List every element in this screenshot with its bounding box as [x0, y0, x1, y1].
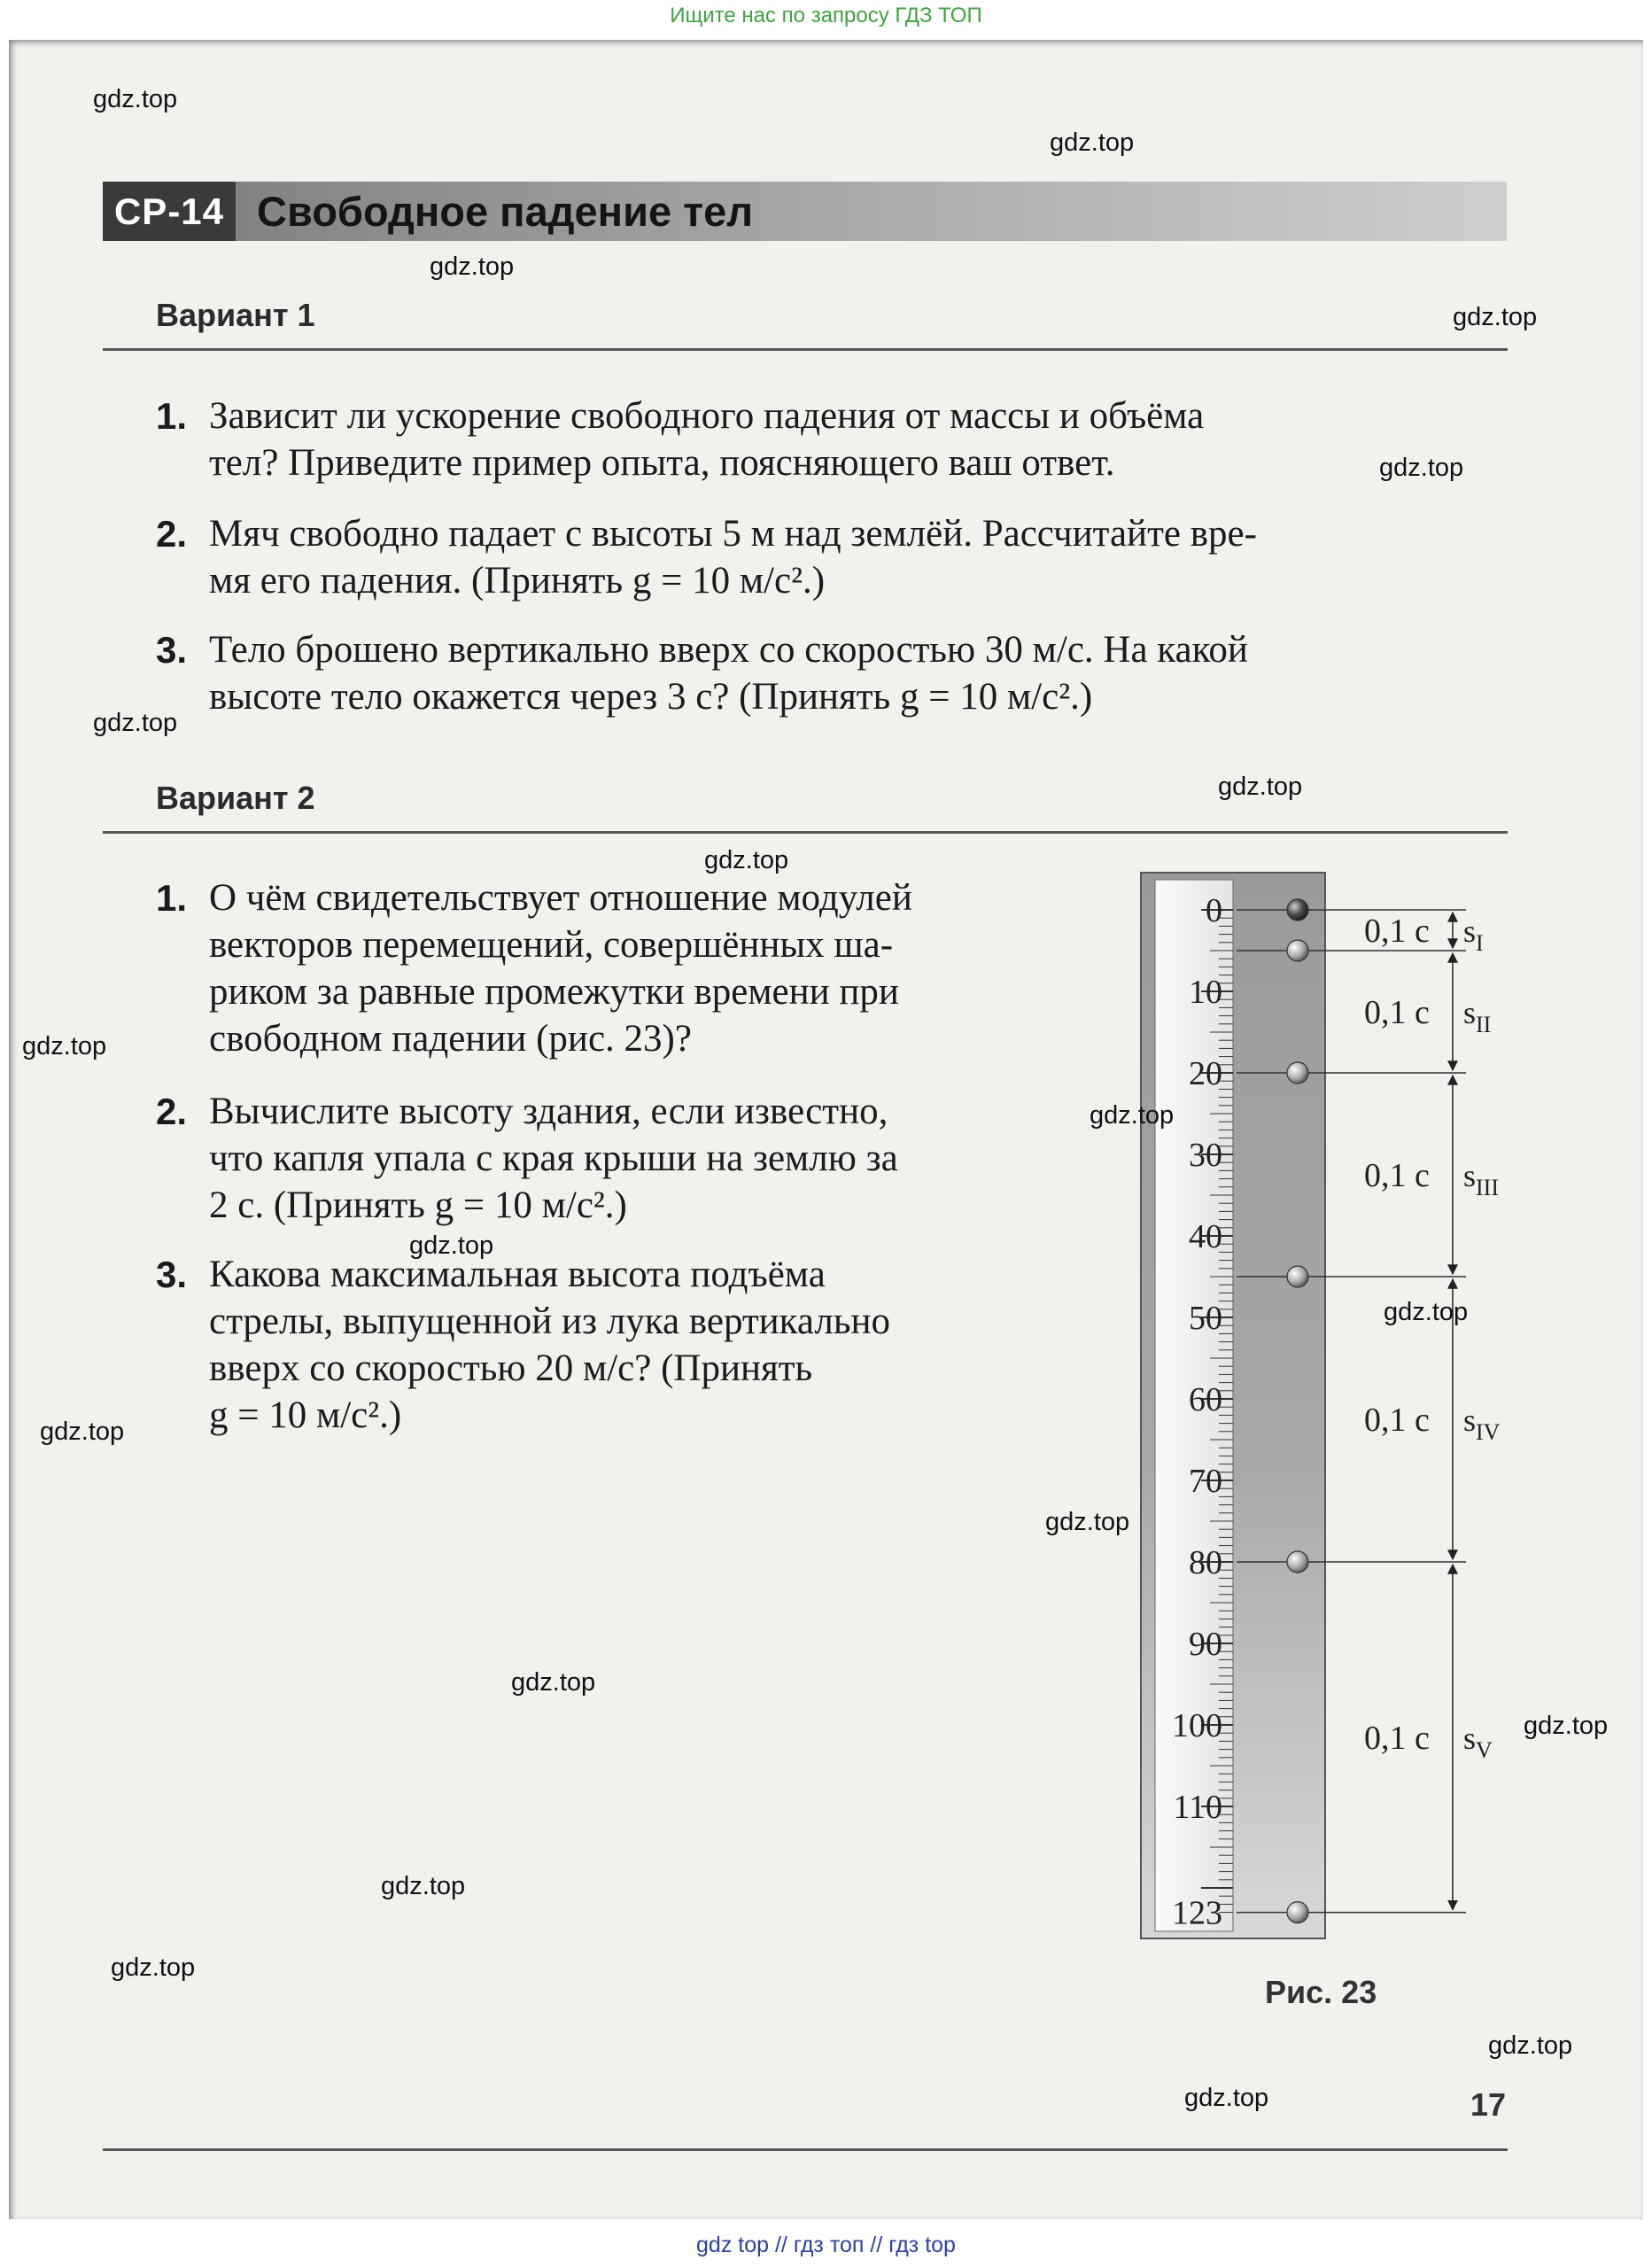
interval-time: 0,1 с: [1364, 913, 1430, 950]
scale-label: 100: [1172, 1707, 1222, 1744]
interval-symbol: s: [1463, 1158, 1477, 1193]
task-text: Тело брошено вертикально вверх со скоростью 30 м/с. На какой высоте тело окажется через 3 с? (Принять g = 10 м/с².): [209, 629, 1248, 718]
falling-ball: [1287, 1551, 1308, 1573]
interval-symbol: s: [1463, 1402, 1477, 1438]
watermark: gdz.top: [22, 1032, 107, 1060]
falling-ball: [1287, 1062, 1308, 1084]
interval-label: [1463, 913, 1484, 956]
interval-subscript: III: [1476, 1175, 1499, 1200]
scale-label: 40: [1189, 1218, 1222, 1255]
watermark: gdz.top: [1384, 1298, 1469, 1326]
watermark: gdz.top: [430, 252, 515, 281]
task-number: 3.: [156, 629, 188, 671]
interval-symbol: s: [1463, 913, 1477, 949]
watermark: gdz.top: [1488, 2031, 1573, 2060]
watermark: gdz.top: [1050, 128, 1135, 157]
interval-subscript: V: [1476, 1736, 1493, 1763]
falling-ball: [1287, 899, 1308, 920]
interval-symbol: s: [1463, 995, 1477, 1030]
scale-label: 110: [1173, 1789, 1222, 1826]
falling-ball: [1287, 1266, 1308, 1287]
scale-label: 20: [1189, 1055, 1222, 1092]
task-number: 2.: [156, 1091, 188, 1132]
watermark: gdz.top: [511, 1668, 596, 1697]
scale-label: 60: [1189, 1381, 1222, 1418]
interval-label: [1463, 1720, 1493, 1763]
watermark: gdz.top: [381, 1872, 466, 1900]
falling-ball: [1287, 1902, 1308, 1923]
scale-label: 80: [1189, 1544, 1222, 1581]
watermark: gdz.top: [1184, 2084, 1269, 2112]
watermark: gdz.top: [1218, 773, 1303, 801]
interval-label: [1463, 995, 1491, 1037]
interval-subscript: II: [1476, 1012, 1492, 1037]
bottom-banner[interactable]: gdz top // гдз топ // гдз top: [696, 2233, 956, 2257]
interval-label: [1463, 1158, 1499, 1200]
watermark: gdz.top: [1524, 1712, 1609, 1740]
watermark: gdz.top: [704, 846, 789, 874]
interval-label: [1463, 1402, 1501, 1445]
scale-label: 90: [1189, 1626, 1222, 1663]
interval-symbol: s: [1463, 1720, 1477, 1756]
task-text: Какова максимальная высота подъёма стрелы, выпущенной из лука вертикально вверх со скоростью 20 м/с? (Принять g = 10 м/с².): [209, 1254, 890, 1436]
falling-ball: [1287, 940, 1308, 961]
scale-label: 0: [1206, 892, 1222, 929]
section-title: Свободное падение тел: [257, 188, 754, 235]
watermark: gdz.top: [111, 1953, 196, 1982]
variant-1-title: Вариант 1: [156, 297, 315, 333]
page-number: 17: [1470, 2086, 1507, 2123]
watermark: gdz.top: [409, 1231, 494, 1260]
task-text: О чём свидетельствует отношение модулей векторов перемещений, совершённых ша- риком за равные промежутки времени при свободном падении (рис. 23)?: [209, 877, 912, 1060]
section-code: СР-14: [103, 182, 236, 241]
watermark: gdz.top: [93, 85, 178, 113]
interval-subscript: I: [1476, 930, 1484, 956]
task-number: 1.: [156, 395, 188, 437]
bottom-rule: [103, 2148, 1508, 2151]
watermark: gdz.top: [93, 709, 178, 737]
interval-time: 0,1 с: [1364, 994, 1430, 1031]
interval-time: 0,1 с: [1364, 1402, 1430, 1439]
scale-label: 30: [1189, 1137, 1222, 1174]
scale-label: 50: [1189, 1300, 1222, 1337]
task-text: Зависит ли ускорение свободного падения от массы и объёма тел? Приведите пример опыта, поясняющего ваш ответ.: [209, 395, 1205, 484]
scale-label: 70: [1189, 1463, 1222, 1500]
task-text: Вычислите высоту здания, если известно, что капля упала с края крыши на землю за 2 с. (Принять g = 10 м/с².): [209, 1091, 898, 1226]
watermark: gdz.top: [1090, 1101, 1175, 1130]
watermark: gdz.top: [40, 1418, 125, 1446]
interval-time: 0,1 с: [1364, 1157, 1430, 1194]
figure-caption: Рис. 23: [1265, 1974, 1377, 2010]
task-number: 1.: [156, 877, 188, 919]
scale-label: 123: [1172, 1894, 1222, 1932]
scale-label: 10: [1189, 974, 1222, 1011]
watermark: gdz.top: [1379, 454, 1464, 482]
task-number: 2.: [156, 513, 188, 555]
interval-time: 0,1 с: [1364, 1719, 1430, 1757]
variant-2-title: Вариант 2: [156, 780, 315, 816]
watermark: gdz.top: [1453, 303, 1538, 331]
interval-subscript: IV: [1476, 1419, 1501, 1445]
watermark: gdz.top: [1045, 1508, 1130, 1536]
task-number: 3.: [156, 1254, 188, 1295]
top-banner[interactable]: Ищите нас по запросу ГДЗ ТОП: [670, 4, 982, 27]
task-text: Мяч свободно падает с высоты 5 м над землёй. Рассчитайте вре- мя его падения. (Принять g = 10 м/с².): [209, 513, 1257, 602]
